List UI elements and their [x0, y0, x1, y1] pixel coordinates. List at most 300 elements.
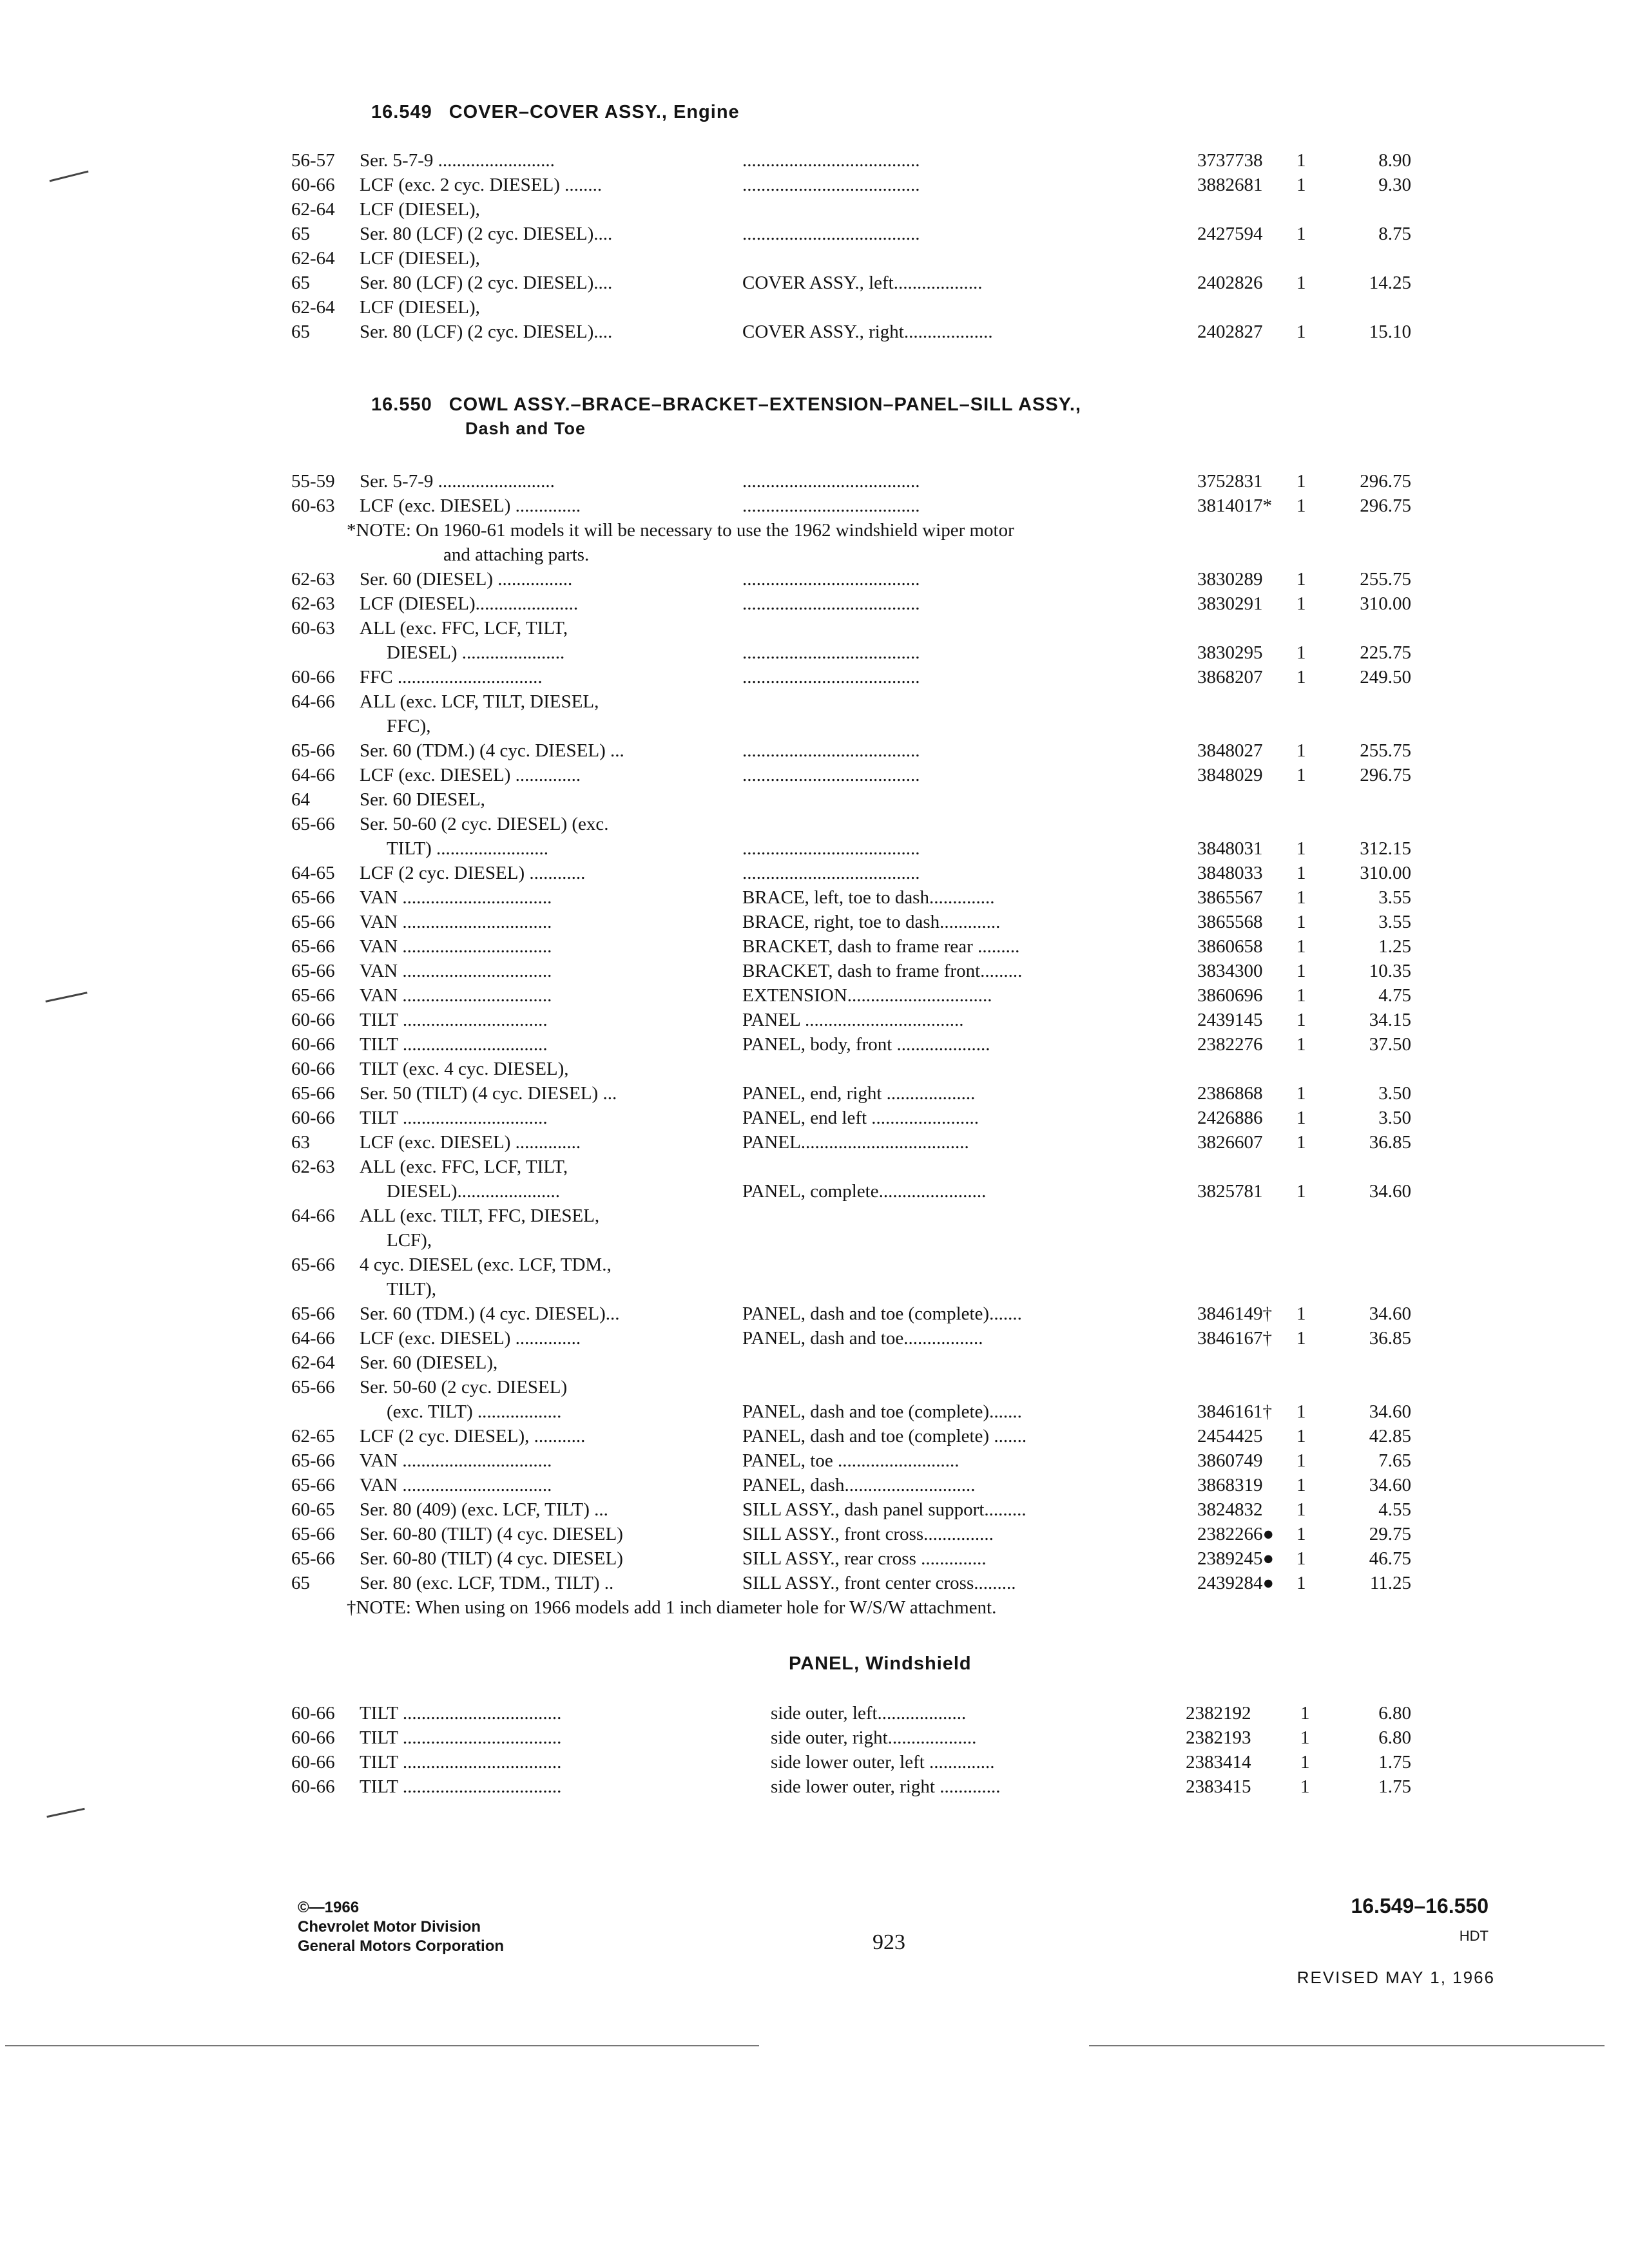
model-year-cell: 60-63 — [291, 495, 335, 516]
application-cell: TILT), — [387, 1279, 437, 1300]
price-cell: 9.30 — [1378, 175, 1411, 195]
table-row — [0, 148, 1629, 173]
table-row — [0, 222, 1629, 246]
description-cell: BRACE, left, toe to dash.............. — [742, 887, 995, 908]
application-cell: TILT .................................. — [360, 1776, 562, 1797]
description-cell: ...................................... — [742, 471, 920, 492]
part-number-cell: 3860658 — [1197, 936, 1263, 957]
quantity-cell: 1 — [1300, 1776, 1310, 1797]
quantity-cell: 1 — [1296, 887, 1306, 908]
application-cell: TILT .................................. — [360, 1752, 562, 1773]
table-row — [0, 1399, 1629, 1424]
application-cell: DIESEL)...................... — [387, 1181, 561, 1202]
quantity-cell: 1 — [1296, 1450, 1306, 1471]
description-cell: ...................................... — [742, 642, 920, 663]
application-cell: TILT .................................. — [360, 1727, 562, 1748]
description-cell: EXTENSION............................... — [742, 985, 992, 1006]
application-cell: LCF (exc. DIESEL) .............. — [360, 495, 581, 516]
table-row — [0, 640, 1629, 665]
section-number: 16.549 — [371, 102, 432, 122]
table-row — [0, 1497, 1629, 1522]
model-year-cell: 65 — [291, 224, 310, 244]
table-row — [0, 934, 1629, 959]
quantity-cell: 1 — [1296, 471, 1306, 492]
application-cell: Ser. 60 (TDM.) (4 cyc. DIESEL) ... — [360, 740, 624, 761]
price-cell: 310.00 — [1360, 863, 1411, 883]
model-year-cell: 62-64 — [291, 297, 335, 318]
application-cell: LCF (exc. DIESEL) .............. — [360, 1132, 581, 1153]
table-row — [0, 591, 1629, 616]
application-cell: Ser. 60 (TDM.) (4 cyc. DIESEL)... — [360, 1303, 620, 1324]
table-row — [0, 1473, 1629, 1497]
part-number-cell: 3737738 — [1197, 150, 1263, 171]
price-cell: 255.75 — [1360, 740, 1411, 761]
table-row — [0, 1701, 1629, 1725]
table-row — [0, 1725, 1629, 1750]
price-cell: 1.75 — [1378, 1776, 1411, 1797]
quantity-cell: 1 — [1296, 1181, 1306, 1202]
model-year-cell: 65-66 — [291, 1254, 335, 1275]
model-year-cell: 65-66 — [291, 985, 335, 1006]
application-cell: (exc. TILT) .................. — [387, 1401, 562, 1422]
part-number-cell: 3868319 — [1197, 1475, 1263, 1495]
model-year-cell: 64-65 — [291, 863, 335, 883]
application-cell: LCF (exc. DIESEL) .............. — [360, 765, 581, 785]
application-cell: VAN ................................ — [360, 1450, 552, 1471]
table-row — [0, 1008, 1629, 1032]
description-cell: SILL ASSY., front cross............... — [742, 1524, 994, 1544]
copyright: ©—1966 — [298, 1899, 360, 1916]
part-number-cell: 3848029 — [1197, 765, 1263, 785]
part-number-cell: 3814017* — [1197, 495, 1272, 516]
price-cell: 296.75 — [1360, 471, 1411, 492]
description-cell: ...................................... — [742, 569, 920, 590]
model-year-cell: 60-66 — [291, 1703, 335, 1724]
table-row — [0, 616, 1629, 640]
table-row — [0, 271, 1629, 295]
price-cell: 8.90 — [1378, 150, 1411, 171]
model-year-cell: 65-66 — [291, 1303, 335, 1324]
model-year-cell: 65-66 — [291, 1475, 335, 1495]
part-number-cell: 3824832 — [1197, 1499, 1263, 1520]
footnote: *NOTE: On 1960-61 models it will be necessary to use the 1962 windshield wiper motor — [347, 520, 1014, 541]
table-row — [0, 1277, 1629, 1302]
part-number-cell: 3848031 — [1197, 838, 1263, 859]
application-cell: VAN ................................ — [360, 887, 552, 908]
description-cell: ...................................... — [742, 667, 920, 687]
table-row — [0, 1571, 1629, 1595]
quantity-cell: 1 — [1296, 1034, 1306, 1055]
model-year-cell: 62-63 — [291, 593, 335, 614]
description-cell: ...................................... — [742, 150, 920, 171]
description-cell: COVER ASSY., left................... — [742, 273, 983, 293]
price-cell: 3.50 — [1378, 1083, 1411, 1104]
model-year-cell: 60-66 — [291, 1776, 335, 1797]
description-cell: ...................................... — [742, 224, 920, 244]
part-number-cell: 2382276 — [1197, 1034, 1263, 1055]
price-cell: 6.80 — [1378, 1703, 1411, 1724]
part-number-cell: 3825781 — [1197, 1181, 1263, 1202]
model-year-cell: 60-66 — [291, 1752, 335, 1773]
application-cell: Ser. 50-60 (2 cyc. DIESEL) — [360, 1377, 568, 1398]
description-cell: ...................................... — [742, 863, 920, 883]
table-row — [0, 1774, 1629, 1799]
quantity-cell: 1 — [1296, 1573, 1306, 1593]
part-number-cell: 2402827 — [1197, 322, 1263, 342]
model-year-cell: 64-66 — [291, 1206, 335, 1226]
application-cell: LCF (DIESEL), — [360, 199, 480, 220]
part-number-cell: 3848033 — [1197, 863, 1263, 883]
application-cell: Ser. 60 (DIESEL) ................ — [360, 569, 573, 590]
hdt-code: HDT — [1459, 1928, 1489, 1944]
table-row — [0, 812, 1629, 836]
application-cell: TILT .................................. — [360, 1703, 562, 1724]
model-year-cell: 62-64 — [291, 1352, 335, 1373]
application-cell: DIESEL) ...................... — [387, 642, 565, 663]
application-cell: VAN ................................ — [360, 985, 552, 1006]
quantity-cell: 1 — [1296, 1524, 1306, 1544]
part-number-cell: 3860696 — [1197, 985, 1263, 1006]
description-cell: ...................................... — [742, 765, 920, 785]
quantity-cell: 1 — [1296, 175, 1306, 195]
model-year-cell: 65-66 — [291, 961, 335, 981]
application-cell: VAN ................................ — [360, 912, 552, 932]
section-number: 16.550 — [371, 394, 432, 415]
table-row — [0, 1032, 1629, 1057]
price-cell: 34.60 — [1369, 1181, 1411, 1202]
quantity-cell: 1 — [1296, 273, 1306, 293]
table-row — [0, 1522, 1629, 1546]
price-cell: 37.50 — [1369, 1034, 1411, 1055]
application-cell: ALL (exc. TILT, FFC, DIESEL, — [360, 1206, 600, 1226]
part-number-cell: 3868207 — [1197, 667, 1263, 687]
application-cell: Ser. 50-60 (2 cyc. DIESEL) (exc. — [360, 814, 609, 834]
model-year-cell: 55-59 — [291, 471, 335, 492]
table-row — [0, 1057, 1629, 1081]
application-cell: LCF (2 cyc. DIESEL) ............ — [360, 863, 586, 883]
price-cell: 34.15 — [1369, 1010, 1411, 1030]
quantity-cell: 1 — [1296, 593, 1306, 614]
model-year-cell: 65 — [291, 273, 310, 293]
price-cell: 15.10 — [1369, 322, 1411, 342]
quantity-cell: 1 — [1296, 765, 1306, 785]
application-cell: ALL (exc. FFC, LCF, TILT, — [360, 1157, 568, 1177]
table-row — [0, 885, 1629, 910]
part-number-cell: 2426886 — [1197, 1108, 1263, 1128]
application-cell: FFC), — [387, 716, 431, 736]
quantity-cell: 1 — [1296, 642, 1306, 663]
table-row — [0, 1204, 1629, 1228]
part-number-cell: 3860749 — [1197, 1450, 1263, 1471]
table-row — [0, 295, 1629, 320]
application-cell: LCF (DIESEL), — [360, 297, 480, 318]
price-cell: 249.50 — [1360, 667, 1411, 687]
model-year-cell: 62-64 — [291, 248, 335, 269]
description-cell: side outer, left................... — [771, 1703, 967, 1724]
price-cell: 34.60 — [1369, 1303, 1411, 1324]
application-cell: Ser. 80 (LCF) (2 cyc. DIESEL).... — [360, 273, 613, 293]
quantity-cell: 1 — [1296, 1475, 1306, 1495]
description-cell: PANEL, toe .......................... — [742, 1450, 959, 1471]
table-row — [0, 197, 1629, 222]
table-row — [0, 1350, 1629, 1375]
section-heading-16-550 — [371, 394, 1081, 416]
model-year-cell: 65-66 — [291, 912, 335, 932]
model-year-cell: 65-66 — [291, 814, 335, 834]
model-year-cell: 65-66 — [291, 1083, 335, 1104]
table-row — [0, 959, 1629, 983]
model-year-cell: 60-66 — [291, 1034, 335, 1055]
part-number-cell: 2439284● — [1197, 1573, 1275, 1593]
quantity-cell: 1 — [1296, 667, 1306, 687]
application-cell: Ser. 60-80 (TILT) (4 cyc. DIESEL) — [360, 1548, 623, 1569]
description-cell: PANEL .................................. — [742, 1010, 964, 1030]
price-cell: 7.65 — [1378, 1450, 1411, 1471]
model-year-cell: 65 — [291, 1573, 310, 1593]
description-cell: PANEL, dash and toe (complete) ....... — [742, 1426, 1027, 1446]
price-cell: 42.85 — [1369, 1426, 1411, 1446]
table-row — [0, 1302, 1629, 1326]
description-cell: ...................................... — [742, 593, 920, 614]
application-cell: Ser. 50 (TILT) (4 cyc. DIESEL) ... — [360, 1083, 617, 1104]
model-year-cell: 62-63 — [291, 1157, 335, 1177]
model-year-cell: 65-66 — [291, 1524, 335, 1544]
application-cell: FFC ............................... — [360, 667, 543, 687]
revised-date: REVISED MAY 1, 1966 — [1296, 1968, 1495, 1987]
part-number-cell: 2439145 — [1197, 1010, 1263, 1030]
section-subtitle: Dash and Toe — [465, 419, 586, 438]
description-cell: side lower outer, left .............. — [771, 1752, 995, 1773]
description-cell: PANEL, end left ....................... — [742, 1108, 979, 1128]
price-cell: 11.25 — [1369, 1573, 1411, 1593]
table-row — [0, 173, 1629, 197]
quantity-cell: 1 — [1296, 1401, 1306, 1422]
part-number-cell: 3846161† — [1197, 1401, 1272, 1422]
application-cell: VAN ................................ — [360, 961, 552, 981]
quantity-cell: 1 — [1296, 961, 1306, 981]
model-year-cell: 65-66 — [291, 1450, 335, 1471]
model-year-cell: 62-63 — [291, 569, 335, 590]
model-year-cell: 65-66 — [291, 936, 335, 957]
price-cell: 296.75 — [1360, 765, 1411, 785]
section-range: 16.549–16.550 — [1351, 1894, 1489, 1917]
table-row — [0, 246, 1629, 271]
part-number-cell: 2382192 — [1186, 1703, 1251, 1724]
table-row — [0, 689, 1629, 714]
footnote: †NOTE: When using on 1966 models add 1 inch diameter hole for W/S/W attachment. — [347, 1597, 997, 1618]
application-cell: Ser. 80 (409) (exc. LCF, TILT) ... — [360, 1499, 608, 1520]
table-row — [0, 1130, 1629, 1155]
footnote: and attaching parts. — [443, 544, 590, 565]
model-year-cell: 65 — [291, 322, 310, 342]
page-bottom-rule-right — [1089, 2045, 1605, 2046]
part-number-cell: 3752831 — [1197, 471, 1263, 492]
quantity-cell: 1 — [1296, 569, 1306, 590]
table-row — [0, 1326, 1629, 1350]
part-number-cell: 2427594 — [1197, 224, 1263, 244]
description-cell: ...................................... — [742, 740, 920, 761]
application-cell: Ser. 5-7-9 ......................... — [360, 150, 555, 171]
table-row — [0, 1448, 1629, 1473]
part-number-cell: 3830291 — [1197, 593, 1263, 614]
model-year-cell: 64-66 — [291, 765, 335, 785]
quantity-cell: 1 — [1296, 740, 1306, 761]
application-cell: TILT ............................... — [360, 1108, 548, 1128]
part-number-cell: 2383414 — [1186, 1752, 1251, 1773]
table-row — [0, 469, 1629, 494]
price-cell: 10.35 — [1369, 961, 1411, 981]
quantity-cell: 1 — [1300, 1727, 1310, 1748]
page-number: 923 — [872, 1930, 905, 1954]
description-cell: PANEL, dash and toe (complete)....... — [742, 1303, 1022, 1324]
quantity-cell: 1 — [1296, 1010, 1306, 1030]
model-year-cell: 60-66 — [291, 1059, 335, 1079]
model-year-cell: 60-66 — [291, 175, 335, 195]
part-number-cell: 2389245● — [1197, 1548, 1275, 1569]
table-row — [0, 494, 1629, 518]
application-cell: LCF), — [387, 1230, 432, 1251]
table-row — [0, 1253, 1629, 1277]
price-cell: 1.75 — [1378, 1752, 1411, 1773]
description-cell: PANEL, body, front .................... — [742, 1034, 990, 1055]
table-row — [0, 787, 1629, 812]
part-number-cell: 3882681 — [1197, 175, 1263, 195]
corporation: General Motors Corporation — [298, 1937, 505, 1955]
description-cell: SILL ASSY., rear cross .............. — [742, 1548, 987, 1569]
quantity-cell: 1 — [1296, 1548, 1306, 1569]
model-year-cell: 64 — [291, 789, 310, 810]
description-cell: SILL ASSY., dash panel support......... — [742, 1499, 1027, 1520]
table-row — [0, 1106, 1629, 1130]
application-cell: 4 cyc. DIESEL (exc. LCF, TDM., — [360, 1254, 612, 1275]
application-cell: TILT) ........................ — [387, 838, 549, 859]
table-row — [0, 714, 1629, 738]
description-cell: PANEL, dash and toe (complete)....... — [742, 1401, 1022, 1422]
part-number-cell: 3826607 — [1197, 1132, 1263, 1153]
quantity-cell: 1 — [1296, 985, 1306, 1006]
section-heading-panel-windshield: PANEL, Windshield — [789, 1653, 972, 1674]
section-title: COWL ASSY.–BRACE–BRACKET–EXTENSION–PANEL–SILL ASSY., — [448, 394, 1081, 415]
application-cell: Ser. 60 DIESEL, — [360, 789, 485, 810]
page-bottom-rule-left — [5, 2045, 759, 2046]
table-row — [0, 567, 1629, 591]
model-year-cell: 62-64 — [291, 199, 335, 220]
price-cell: 14.25 — [1369, 273, 1411, 293]
quantity-cell: 1 — [1300, 1752, 1310, 1773]
application-cell: LCF (exc. DIESEL) .............. — [360, 1328, 581, 1349]
description-cell: PANEL, dash............................ — [742, 1475, 976, 1495]
division: Chevrolet Motor Division — [298, 1918, 481, 1936]
description-cell: side outer, right................... — [771, 1727, 977, 1748]
quantity-cell: 1 — [1296, 1083, 1306, 1104]
table-row — [0, 738, 1629, 763]
price-cell: 8.75 — [1378, 224, 1411, 244]
quantity-cell: 1 — [1296, 224, 1306, 244]
table-row — [0, 983, 1629, 1008]
price-cell: 46.75 — [1369, 1548, 1411, 1569]
table-row — [0, 665, 1629, 689]
model-year-cell: 63 — [291, 1132, 310, 1153]
price-cell: 29.75 — [1369, 1524, 1411, 1544]
description-cell: PANEL, dash and toe................. — [742, 1328, 983, 1349]
application-cell: Ser. 80 (exc. LCF, TDM., TILT) .. — [360, 1573, 614, 1593]
description-cell: PANEL, end, right ................... — [742, 1083, 976, 1104]
description-cell: COVER ASSY., right................... — [742, 322, 993, 342]
model-year-cell: 60-63 — [291, 618, 335, 639]
quantity-cell: 1 — [1296, 936, 1306, 957]
price-cell: 225.75 — [1360, 642, 1411, 663]
description-cell: side lower outer, right ............. — [771, 1776, 1001, 1797]
part-number-cell: 3846149† — [1197, 1303, 1272, 1324]
quantity-cell: 1 — [1296, 1132, 1306, 1153]
part-number-cell: 2382193 — [1186, 1727, 1251, 1748]
part-number-cell: 3865568 — [1197, 912, 1263, 932]
quantity-cell: 1 — [1296, 912, 1306, 932]
application-cell: Ser. 60 (DIESEL), — [360, 1352, 498, 1373]
price-cell: 34.60 — [1369, 1401, 1411, 1422]
application-cell: Ser. 80 (LCF) (2 cyc. DIESEL).... — [360, 322, 613, 342]
model-year-cell: 60-66 — [291, 1108, 335, 1128]
description-cell: BRACE, right, toe to dash............. — [742, 912, 1001, 932]
part-number-cell: 2402826 — [1197, 273, 1263, 293]
quantity-cell: 1 — [1296, 1426, 1306, 1446]
price-cell: 36.85 — [1369, 1132, 1411, 1153]
model-year-cell: 65-66 — [291, 1377, 335, 1398]
price-cell: 3.50 — [1378, 1108, 1411, 1128]
quantity-cell: 1 — [1300, 1703, 1310, 1724]
application-cell: ALL (exc. LCF, TILT, DIESEL, — [360, 691, 599, 712]
description-cell: BRACKET, dash to frame rear ......... — [742, 936, 1020, 957]
part-number-cell: 2386868 — [1197, 1083, 1263, 1104]
price-cell: 1.25 — [1378, 936, 1411, 957]
price-cell: 34.60 — [1369, 1475, 1411, 1495]
quantity-cell: 1 — [1296, 1499, 1306, 1520]
part-number-cell: 2383415 — [1186, 1776, 1251, 1797]
application-cell: TILT ............................... — [360, 1010, 548, 1030]
table-row — [0, 861, 1629, 885]
application-cell: VAN ................................ — [360, 936, 552, 957]
table-row — [0, 763, 1629, 787]
part-number-cell: 2454425 — [1197, 1426, 1263, 1446]
table-row — [0, 1750, 1629, 1774]
table-row — [0, 1228, 1629, 1253]
description-cell: PANEL, complete....................... — [742, 1181, 987, 1202]
application-cell: TILT (exc. 4 cyc. DIESEL), — [360, 1059, 569, 1079]
footer-copyright-block — [298, 1898, 504, 1956]
application-cell: Ser. 80 (LCF) (2 cyc. DIESEL).... — [360, 224, 613, 244]
model-year-cell: 65-66 — [291, 1548, 335, 1569]
description-cell: BRACKET, dash to frame front......... — [742, 961, 1023, 981]
part-number-cell: 2382266● — [1197, 1524, 1275, 1544]
application-cell: LCF (exc. 2 cyc. DIESEL) ........ — [360, 175, 602, 195]
price-cell: 312.15 — [1360, 838, 1411, 859]
part-number-cell: 3865567 — [1197, 887, 1263, 908]
application-cell: VAN ................................ — [360, 1475, 552, 1495]
table-row — [0, 1375, 1629, 1399]
description-cell: ...................................... — [742, 175, 920, 195]
application-cell: LCF (DIESEL)...................... — [360, 593, 579, 614]
quantity-cell: 1 — [1296, 1108, 1306, 1128]
table-row — [0, 1155, 1629, 1179]
part-number-cell: 3846167† — [1197, 1328, 1272, 1349]
description-cell: ...................................... — [742, 495, 920, 516]
price-cell: 3.55 — [1378, 912, 1411, 932]
model-year-cell: 62-65 — [291, 1426, 335, 1446]
quantity-cell: 1 — [1296, 838, 1306, 859]
application-cell: LCF (DIESEL), — [360, 248, 480, 269]
table-row — [0, 1081, 1629, 1106]
price-cell: 255.75 — [1360, 569, 1411, 590]
